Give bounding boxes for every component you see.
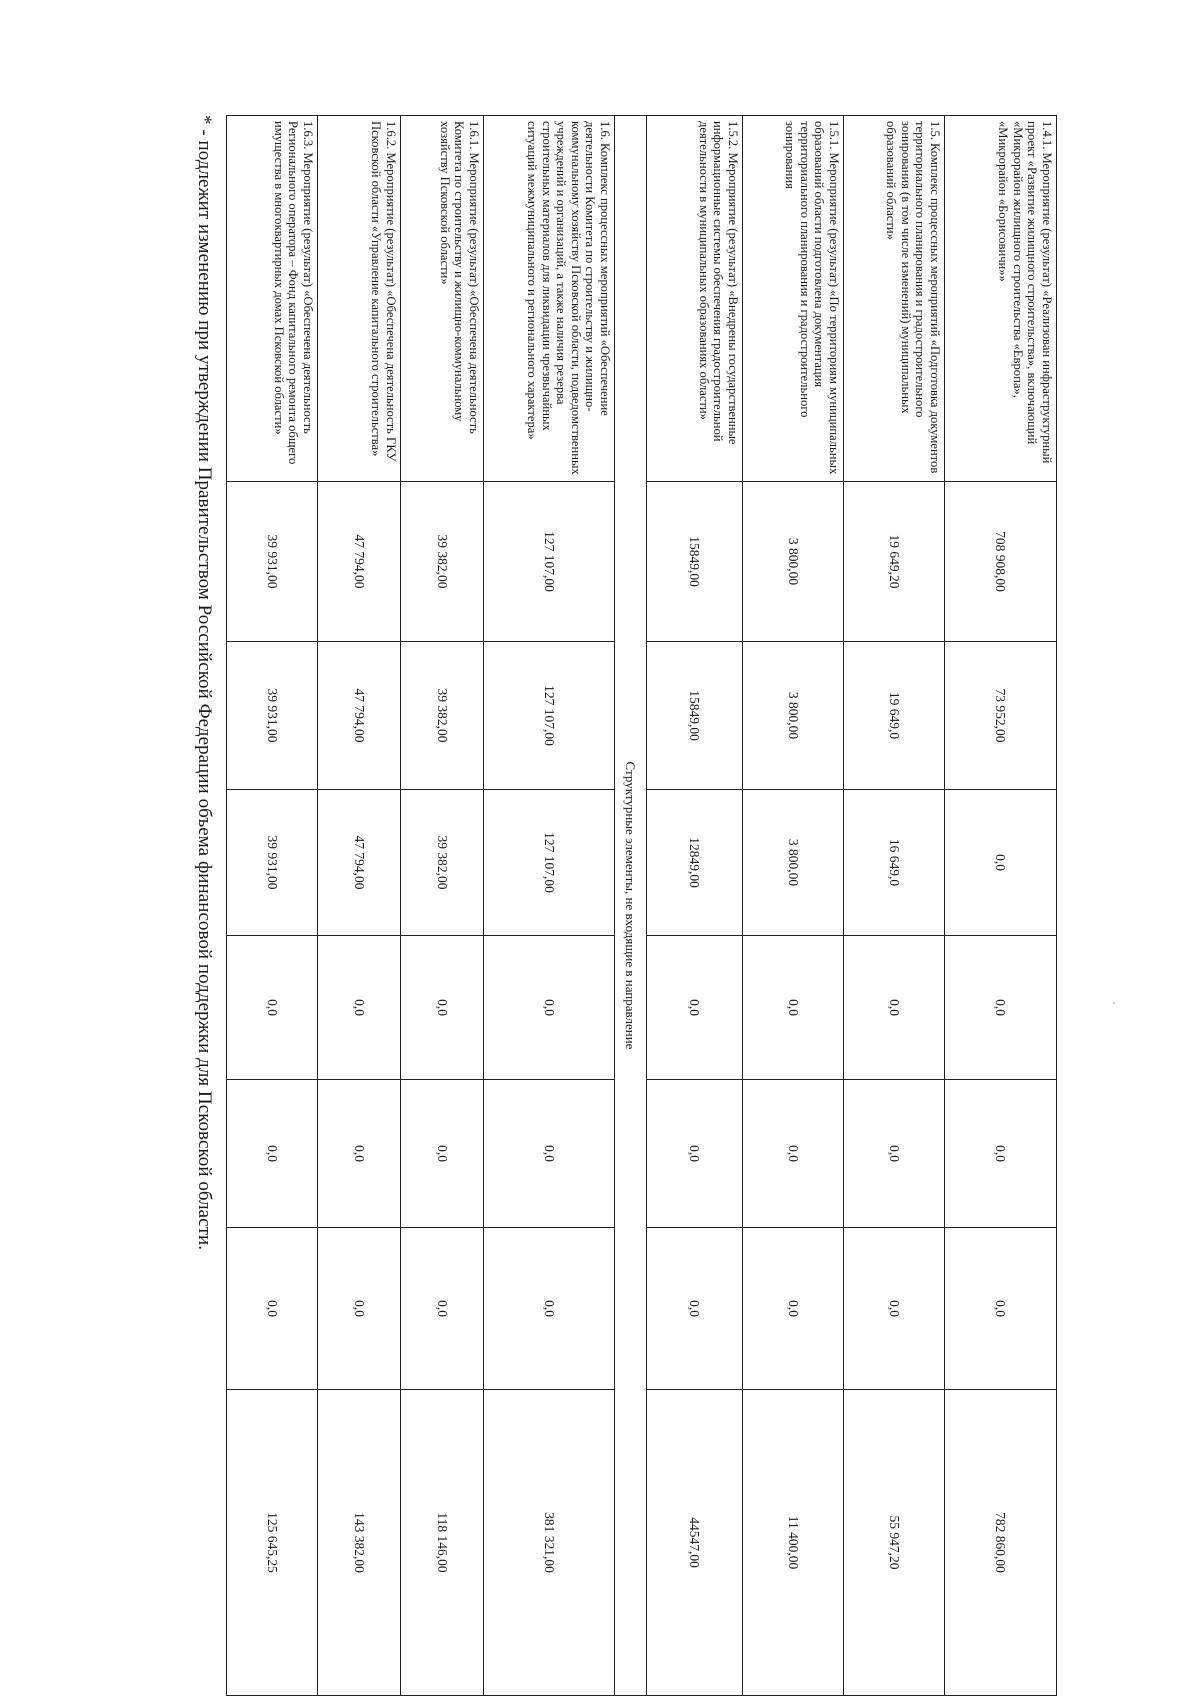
row-value-cell: 0,0 bbox=[318, 1080, 401, 1228]
budget-table bbox=[226, 115, 1057, 1696]
row-value-cell: 47 794,00 bbox=[318, 790, 401, 936]
table-row bbox=[945, 116, 1057, 1696]
row-total-cell: 44547,00 bbox=[647, 1390, 743, 1696]
row-name-cell: 1.5.2. Мероприятие (результат) «Внедрены государственные информационные системы обеспечения градостроительной деятельности в муниципальных образованиях области» bbox=[647, 116, 743, 482]
row-value-cell: 0,0 bbox=[844, 1080, 945, 1228]
row-value-cell: 0,0 bbox=[401, 1228, 484, 1390]
row-value-cell: 0,0 bbox=[945, 790, 1057, 936]
scan-speck bbox=[1113, 1002, 1115, 1004]
footnote: * - подлежит изменению при утверждении Правительством Российской Федерации объема финансовой поддержки для Псковской области. bbox=[194, 115, 215, 1250]
row-name-cell: 1.5. Комплекс процессных мероприятий «Подготовка документов территориального планирования и градостроительного зонирования (в том числе изменений) муниципальных образований области» bbox=[844, 116, 945, 482]
section-header-group bbox=[615, 116, 647, 1696]
row-name-cell: 1.6. Комплекс процессных мероприятий «Обеспечение деятельности Комитета по строительству и жилищно-коммунальному хозяйству Псковской области, подведомственных учреждений и организаций, а также наличия резерва строительных материалов для ликвидации чрезвычайных ситуаций межмуниципального и регионального характера» bbox=[484, 116, 615, 482]
row-value-cell: 0,0 bbox=[401, 936, 484, 1080]
row-value-cell: 0,0 bbox=[318, 936, 401, 1080]
table-row bbox=[484, 116, 615, 1696]
table-row bbox=[318, 116, 401, 1696]
row-value-cell: 39 931,00 bbox=[227, 790, 318, 936]
row-value-cell: 0,0 bbox=[945, 1228, 1057, 1390]
row-value-cell: 15849,00 bbox=[647, 482, 743, 642]
row-value-cell: 0,0 bbox=[945, 936, 1057, 1080]
row-value-cell: 47 794,00 bbox=[318, 642, 401, 790]
row-name-cell: 1.4.1. Мероприятие (результат) «Реализован инфраструктурный проект «Развитие жилищного строительства», включающий «Микрорайон жилищного строительства «Европа», «Микрорайон «Борисовичи»» bbox=[945, 116, 1057, 482]
row-value-cell: 0,0 bbox=[647, 1228, 743, 1390]
row-value-cell: 127 107,00 bbox=[484, 790, 615, 936]
row-value-cell: 0,0 bbox=[401, 1080, 484, 1228]
row-name-cell: 1.5.1. Мероприятие (результат) «По территориям муниципальных образований области подготовлена документация территориального планирования и градостроительного зонирования bbox=[743, 116, 844, 482]
table-row bbox=[743, 116, 844, 1696]
row-value-cell: 47 794,00 bbox=[318, 482, 401, 642]
row-value-cell: 39 931,00 bbox=[227, 642, 318, 790]
row-value-cell: 0,0 bbox=[484, 1080, 615, 1228]
row-value-cell: 127 107,00 bbox=[484, 642, 615, 790]
row-value-cell: 0,0 bbox=[945, 1080, 1057, 1228]
row-value-cell: 39 931,00 bbox=[227, 482, 318, 642]
row-value-cell: 708 908,00 bbox=[945, 482, 1057, 642]
table-row bbox=[227, 116, 318, 1696]
row-value-cell: 39 382,00 bbox=[401, 790, 484, 936]
row-value-cell: 127 107,00 bbox=[484, 482, 615, 642]
row-value-cell: 39 382,00 bbox=[401, 482, 484, 642]
row-value-cell: 19 649,20 bbox=[844, 482, 945, 642]
row-value-cell: 0,0 bbox=[647, 1080, 743, 1228]
row-value-cell: 0,0 bbox=[484, 1228, 615, 1390]
row-value-cell: 0,0 bbox=[743, 1080, 844, 1228]
row-value-cell: 0,0 bbox=[844, 936, 945, 1080]
section-header: Структурные элементы, не входящие в направление bbox=[615, 116, 647, 1696]
row-total-cell: 11 400,00 bbox=[743, 1390, 844, 1696]
row-name-cell: 1.6.1. Мероприятие (результат) «Обеспечена деятельность Комитета по строительству и жилищно-коммунальному хозяйству Псковской области» bbox=[401, 116, 484, 482]
row-total-cell: 125 645,25 bbox=[227, 1390, 318, 1696]
table-row bbox=[647, 116, 743, 1696]
row-value-cell: 0,0 bbox=[484, 936, 615, 1080]
row-value-cell: 3 800,00 bbox=[743, 642, 844, 790]
row-total-cell: 118 146,00 bbox=[401, 1390, 484, 1696]
row-value-cell: 73 952,00 bbox=[945, 642, 1057, 790]
row-total-cell: 143 382,00 bbox=[318, 1390, 401, 1696]
row-name-cell: 1.6.3. Мероприятие (результат) «Обеспечена деятельность Регионального оператора – Фонд капитального ремонта общего имущества в многоквартирных домах Псковской области» bbox=[227, 116, 318, 482]
rotated-page-content bbox=[194, 115, 1057, 1695]
row-value-cell: 39 382,00 bbox=[401, 642, 484, 790]
row-value-cell: 0,0 bbox=[227, 1228, 318, 1390]
row-name-cell: 1.6.2. Мероприятие (результат) «Обеспечена деятельность ГКУ Псковской области «Управление капитального строительства» bbox=[318, 116, 401, 482]
row-value-cell: 0,0 bbox=[844, 1228, 945, 1390]
row-total-cell: 381 321,00 bbox=[484, 1390, 615, 1696]
row-value-cell: 19 649,0 bbox=[844, 642, 945, 790]
section-header-row bbox=[615, 116, 647, 1696]
row-value-cell: 0,0 bbox=[647, 936, 743, 1080]
row-total-cell: 55 947,20 bbox=[844, 1390, 945, 1696]
row-value-cell: 0,0 bbox=[227, 936, 318, 1080]
table-row bbox=[401, 116, 484, 1696]
table-body-bottom bbox=[227, 116, 615, 1696]
row-value-cell: 0,0 bbox=[743, 936, 844, 1080]
row-value-cell: 0,0 bbox=[227, 1080, 318, 1228]
row-value-cell: 3 800,00 bbox=[743, 482, 844, 642]
row-value-cell: 15849,00 bbox=[647, 642, 743, 790]
row-value-cell: 12849,00 bbox=[647, 790, 743, 936]
row-value-cell: 16 649,0 bbox=[844, 790, 945, 936]
table-row bbox=[844, 116, 945, 1696]
row-value-cell: 0,0 bbox=[318, 1228, 401, 1390]
row-value-cell: 3 800,00 bbox=[743, 790, 844, 936]
row-value-cell: 0,0 bbox=[743, 1228, 844, 1390]
table-body-top bbox=[647, 116, 1057, 1696]
row-total-cell: 782 860,00 bbox=[945, 1390, 1057, 1696]
